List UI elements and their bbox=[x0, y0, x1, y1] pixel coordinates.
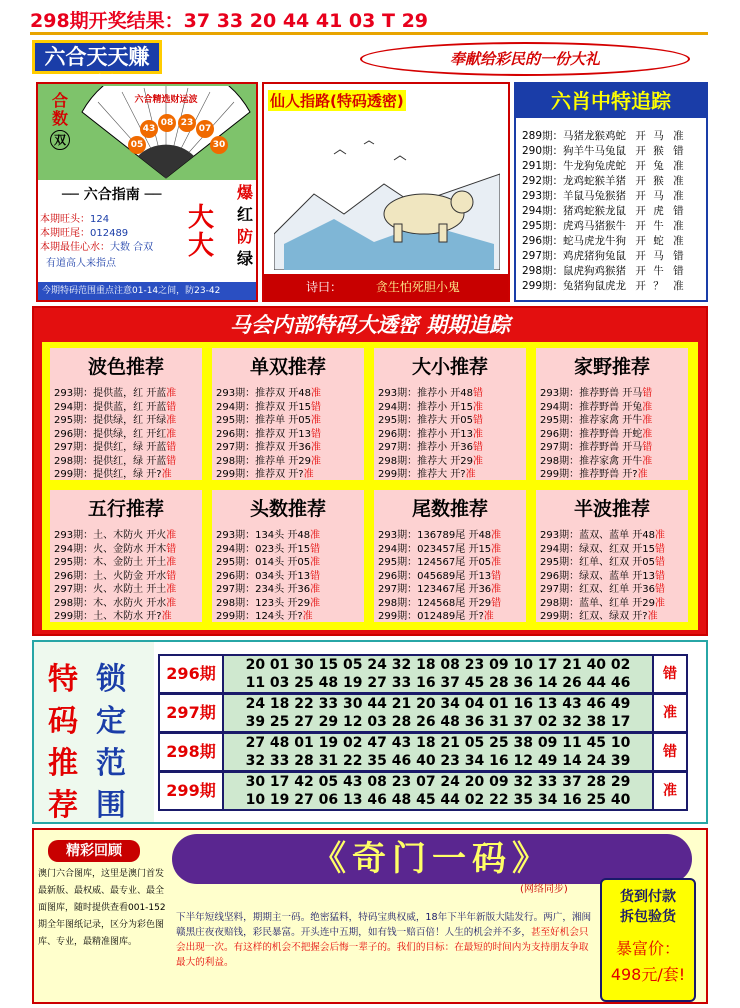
brand-tag: 六合天天赚 bbox=[32, 40, 162, 74]
recommend-cell bbox=[374, 348, 526, 480]
liuxiao-title: 六肖中特追踪 bbox=[516, 84, 706, 118]
lock-result: 错 bbox=[652, 734, 686, 770]
poem-bar: 诗曰： 贪生怕死胆小鬼 bbox=[264, 274, 508, 300]
cell-row: 294期：推荐野兽 开兔准 bbox=[540, 401, 653, 413]
cell-row: 298期：推荐单 开29准 bbox=[216, 455, 321, 467]
recommend-cell bbox=[536, 348, 688, 480]
lock-title bbox=[34, 642, 154, 822]
cell-row: 293期：推荐双 开48准 bbox=[216, 388, 321, 399]
cell-row: 296期：提供绿，红 开红准 bbox=[54, 428, 177, 440]
guide-line-1: 本期旺头：124 bbox=[40, 214, 110, 225]
promo-description: 下半年短线坚料，期期主一码。绝密猛料，特码宝典权威，18年下半年新版大陆发行。两广，湘闽赣黑庄夜夜赔钱，彩民暴富。开头连中五期，如有钱一赔百倍！人生的机会并不多，甚至好机会只会出现一次。有这样的机会不把握会后悔一辈子的。我们的目标：在最短的时间内为支持朋友争取最大的利益。 bbox=[176, 912, 592, 968]
price-value: 498元/套! bbox=[610, 965, 686, 984]
cell-row: 295期：推荐家禽 开牛准 bbox=[540, 415, 653, 426]
lock-row bbox=[158, 771, 688, 811]
lock-period: 298期 bbox=[160, 734, 224, 770]
lock-numbers-2: 11 03 25 48 19 27 33 16 37 45 28 36 14 26 44 46 bbox=[245, 675, 631, 691]
cell-row: 298期：123头 开29准 bbox=[216, 597, 321, 609]
lock-char-1: 特 bbox=[48, 662, 78, 697]
lock-char-2: 锁 bbox=[96, 662, 126, 697]
lock-row bbox=[158, 654, 688, 694]
big-da-text: 大 大 bbox=[188, 203, 215, 261]
cell-title: 头数推荐 bbox=[249, 498, 326, 520]
fan-area bbox=[38, 84, 256, 180]
heshu-panel bbox=[36, 82, 258, 302]
recommend-cell bbox=[50, 348, 202, 480]
cell-row: 297期：推荐小 开36错 bbox=[378, 442, 483, 453]
lock-numbers-1: 30 17 42 05 43 08 23 07 24 20 09 32 33 37 28 29 bbox=[245, 774, 631, 790]
guide-tip: 有道高人来指点 bbox=[46, 258, 116, 269]
cell-title: 大小推荐 bbox=[411, 356, 488, 378]
cell-row: 297期：提供红，绿 开蓝错 bbox=[54, 442, 177, 453]
liuxiao-row: 290期：狗羊牛马兔鼠 开 猴 错 bbox=[522, 145, 684, 157]
recommend-cell bbox=[212, 490, 364, 622]
liuxiao-row: 297期：鸡虎猪狗兔鼠 开 马 错 bbox=[522, 250, 684, 262]
cell-row: 295期：推荐单 开05准 bbox=[216, 415, 321, 426]
cell-row: 297期：火、水防土 开土准 bbox=[54, 584, 177, 595]
cell-row: 294期：火、金防水 开木错 bbox=[54, 543, 177, 555]
recommend-cell bbox=[50, 490, 202, 622]
guide-title: ── 六合指南 ── bbox=[62, 187, 162, 203]
cell-row: 297期：红双、红单 开36错 bbox=[540, 584, 665, 595]
cell-row: 299期：012489尾 开?准 bbox=[378, 611, 494, 622]
cell-row: 296期：推荐小 开13准 bbox=[378, 428, 483, 440]
price-label: 暴富价： bbox=[615, 939, 680, 958]
cell-row: 296期：034头 开13错 bbox=[216, 570, 321, 582]
heshu-value: 双 bbox=[50, 130, 70, 150]
polar-bear-illustration bbox=[274, 124, 500, 270]
slogan-banner: 奉献给彩民的一份大礼 bbox=[360, 42, 690, 76]
heshu-label bbox=[46, 92, 74, 152]
cell-title: 单双推荐 bbox=[249, 356, 326, 378]
lock-char-6: 范 bbox=[96, 746, 126, 781]
cell-row: 293期：134头 开48准 bbox=[216, 530, 321, 541]
recommend-panel bbox=[32, 306, 708, 636]
lock-numbers-2: 32 33 28 31 22 35 46 40 23 34 16 12 49 14 24 39 bbox=[245, 753, 631, 769]
range-footer: 今期特码范围重点注意01-14之间，防23-42 bbox=[38, 282, 256, 300]
cell-row: 298期：木、水防火 开水准 bbox=[54, 597, 177, 609]
cell-row: 293期：蓝双、蓝单 开48准 bbox=[540, 530, 665, 541]
recommend-grid bbox=[42, 342, 698, 630]
cell-title: 半波推荐 bbox=[573, 498, 650, 520]
cell-row: 296期：推荐野兽 开蛇准 bbox=[540, 428, 653, 440]
cell-row: 294期：绿双、红双 开15错 bbox=[540, 543, 665, 555]
cell-row: 298期：提供红，绿 开蓝错 bbox=[54, 455, 177, 467]
recommend-cell bbox=[536, 490, 688, 622]
cod-line-1: 货到付款 bbox=[620, 889, 676, 905]
fan-ball: 08 bbox=[158, 114, 176, 132]
network-sync: (网络同步) bbox=[520, 884, 568, 895]
qimen-banner: 《奇门一码》 bbox=[172, 834, 692, 884]
review-text: 澳门六合图库，这里是澳门首发最新版、最权威、最专业、最全面图库，随时提供查看001-152期全年图纸记录，区分为彩色图库、专业，最精准图库。 bbox=[38, 869, 166, 947]
header-divider bbox=[30, 32, 708, 35]
guide-line-3: 本期最佳心水：大数 合双 bbox=[40, 242, 154, 253]
lock-range-panel bbox=[32, 640, 708, 824]
cell-row: 296期：绿双、蓝单 开13错 bbox=[540, 570, 665, 582]
lock-row bbox=[158, 732, 688, 772]
lock-char-5: 推 bbox=[48, 746, 78, 781]
heshu-title: 合数 bbox=[51, 91, 68, 128]
cell-row: 297期：123467尾 开36准 bbox=[378, 584, 502, 595]
cell-row: 299期：提供红，绿 开?准 bbox=[54, 469, 172, 480]
fan-ball: 23 bbox=[178, 114, 196, 132]
cell-row: 294期：023头 开15错 bbox=[216, 543, 321, 555]
cell-row: 297期：推荐野兽 开马错 bbox=[540, 442, 653, 453]
cell-row: 295期：提供绿，红 开绿准 bbox=[54, 415, 177, 426]
recommend-cell bbox=[212, 348, 364, 480]
lock-period: 297期 bbox=[160, 695, 224, 731]
cell-row: 298期：推荐家禽 开牛准 bbox=[540, 455, 653, 467]
cell-row: 295期：红单、红双 开05错 bbox=[540, 557, 665, 568]
cell-row: 299期：推荐大 开?准 bbox=[378, 469, 476, 480]
lock-result: 准 bbox=[652, 773, 686, 809]
lock-numbers-2: 39 25 27 29 12 03 28 26 48 36 31 37 02 32 38 17 bbox=[245, 714, 631, 730]
bao-column: 爆 红 防 绿 bbox=[236, 183, 253, 268]
fan-icon bbox=[78, 86, 254, 180]
cell-row: 299期：推荐野兽 开?准 bbox=[540, 469, 648, 480]
recommend-cell bbox=[374, 490, 526, 622]
cell-row: 295期：014头 开05准 bbox=[216, 557, 321, 568]
cell-row: 293期：土、木防火 开火准 bbox=[54, 530, 177, 541]
cell-row: 299期：土、木防水 开?准 bbox=[54, 611, 172, 622]
cell-row: 299期：推荐双 开?准 bbox=[216, 469, 314, 480]
fan-ball: 43 bbox=[140, 120, 158, 138]
poem-text: 贪生怕死胆小鬼 bbox=[375, 280, 460, 294]
lock-char-3: 码 bbox=[48, 704, 78, 739]
xianren-title: 仙人指路(特码透密) bbox=[270, 92, 404, 110]
lock-char-7: 荐 bbox=[48, 788, 78, 823]
liuxiao-row: 293期：羊鼠马兔猴猪 开 马 准 bbox=[522, 190, 684, 202]
liuxiao-row: 299期：兔猪狗鼠虎龙 开 ？ 准 bbox=[522, 280, 684, 292]
liuxiao-row: 291期：牛龙狗兔虎蛇 开 兔 准 bbox=[522, 160, 684, 172]
cell-row: 299期：124头 开?准 bbox=[216, 611, 313, 622]
lock-char-4: 定 bbox=[96, 704, 126, 739]
cell-row: 294期：推荐小 开15准 bbox=[378, 401, 483, 413]
cell-row: 298期：蓝单、红单 开29准 bbox=[540, 597, 665, 609]
fan-title: 六合精选财运波 bbox=[134, 95, 198, 105]
lock-numbers-2: 10 19 27 06 13 46 48 45 44 02 22 35 34 16 25 40 bbox=[245, 792, 631, 808]
fan-ball: 30 bbox=[210, 136, 228, 154]
liuxiao-row: 292期：龙鸡蛇猴羊猪 开 猴 准 bbox=[522, 175, 684, 187]
cod-box bbox=[600, 878, 696, 1002]
cell-row: 299期：红双、绿双 开?准 bbox=[540, 611, 658, 622]
liuxiao-panel bbox=[514, 82, 708, 302]
xianren-panel bbox=[262, 82, 510, 302]
liuxiao-row: 294期：猪鸡蛇猴龙鼠 开 虎 错 bbox=[522, 205, 684, 217]
cell-row: 295期：124567尾 开05准 bbox=[378, 557, 502, 568]
lock-numbers-1: 27 48 01 19 02 47 43 18 21 05 25 38 09 11 45 10 bbox=[245, 735, 631, 751]
cell-row: 295期：木、金防土 开土准 bbox=[54, 557, 177, 568]
draw-result-title: 298期开奖结果：37 33 20 44 41 03 T 29 bbox=[30, 10, 429, 32]
cell-row: 294期：提供蓝，红 开蓝错 bbox=[54, 401, 177, 413]
guide-line-2: 本期旺尾：012489 bbox=[40, 228, 129, 239]
lock-row bbox=[158, 693, 688, 733]
review-title: 精彩回顾 bbox=[48, 840, 140, 862]
cell-row: 296期：土、火防金 开水错 bbox=[54, 570, 177, 582]
fan-ball: 07 bbox=[196, 120, 214, 138]
cell-row: 297期：234头 开36准 bbox=[216, 584, 321, 595]
cell-row: 296期：推荐双 开13错 bbox=[216, 428, 321, 440]
main-title: 马会内部特码大透密 期期追踪 bbox=[229, 312, 511, 337]
cell-row: 297期：推荐双 开36准 bbox=[216, 442, 321, 453]
lock-period: 296期 bbox=[160, 656, 224, 692]
cell-row: 293期：136789尾 开48准 bbox=[378, 530, 502, 541]
cell-title: 五行推荐 bbox=[87, 498, 164, 520]
cell-title: 家野推荐 bbox=[573, 356, 650, 378]
cell-title: 波色推荐 bbox=[87, 356, 164, 378]
guide-title-text: 六合指南 bbox=[83, 187, 140, 203]
cell-row: 293期：推荐小 开48错 bbox=[378, 388, 483, 399]
lock-period: 299期 bbox=[160, 773, 224, 809]
lock-result: 错 bbox=[652, 656, 686, 692]
liuxiao-row: 298期：鼠虎狗鸡猴猪 开 牛 错 bbox=[522, 265, 684, 277]
cell-row: 298期：124568尾 开29错 bbox=[378, 597, 502, 609]
lock-result: 准 bbox=[652, 695, 686, 731]
lock-char-8: 围 bbox=[96, 788, 126, 823]
cell-row: 294期：023457尾 开15准 bbox=[378, 543, 502, 555]
cell-row: 294期：推荐双 开15错 bbox=[216, 401, 321, 413]
cell-row: 293期：提供蓝，红 开蓝准 bbox=[54, 388, 177, 399]
liuxiao-row: 295期：虎鸡马猪猴牛 开 牛 准 bbox=[522, 220, 684, 232]
liuxiao-row: 296期：蛇马虎龙牛狗 开 蛇 准 bbox=[522, 235, 684, 247]
cell-row: 296期：045689尾 开13错 bbox=[378, 570, 502, 582]
cod-line-2: 拆包验货 bbox=[620, 909, 676, 925]
cell-row: 295期：推荐大 开05错 bbox=[378, 415, 483, 426]
liuxiao-row: 289期：马猪龙猴鸡蛇 开 马 准 bbox=[522, 130, 684, 142]
cell-title: 尾数推荐 bbox=[411, 498, 488, 520]
lock-numbers-1: 24 18 22 33 30 44 21 20 34 04 01 16 13 43 46 49 bbox=[245, 696, 631, 712]
cell-row: 293期：推荐野兽 开马错 bbox=[540, 388, 653, 399]
promo-panel bbox=[32, 828, 708, 1004]
cell-row: 298期：推荐大 开29准 bbox=[378, 455, 483, 467]
fan-ball: 05 bbox=[128, 136, 146, 154]
lock-numbers-1: 20 01 30 15 05 24 32 18 08 23 09 10 17 21 40 02 bbox=[245, 657, 631, 673]
